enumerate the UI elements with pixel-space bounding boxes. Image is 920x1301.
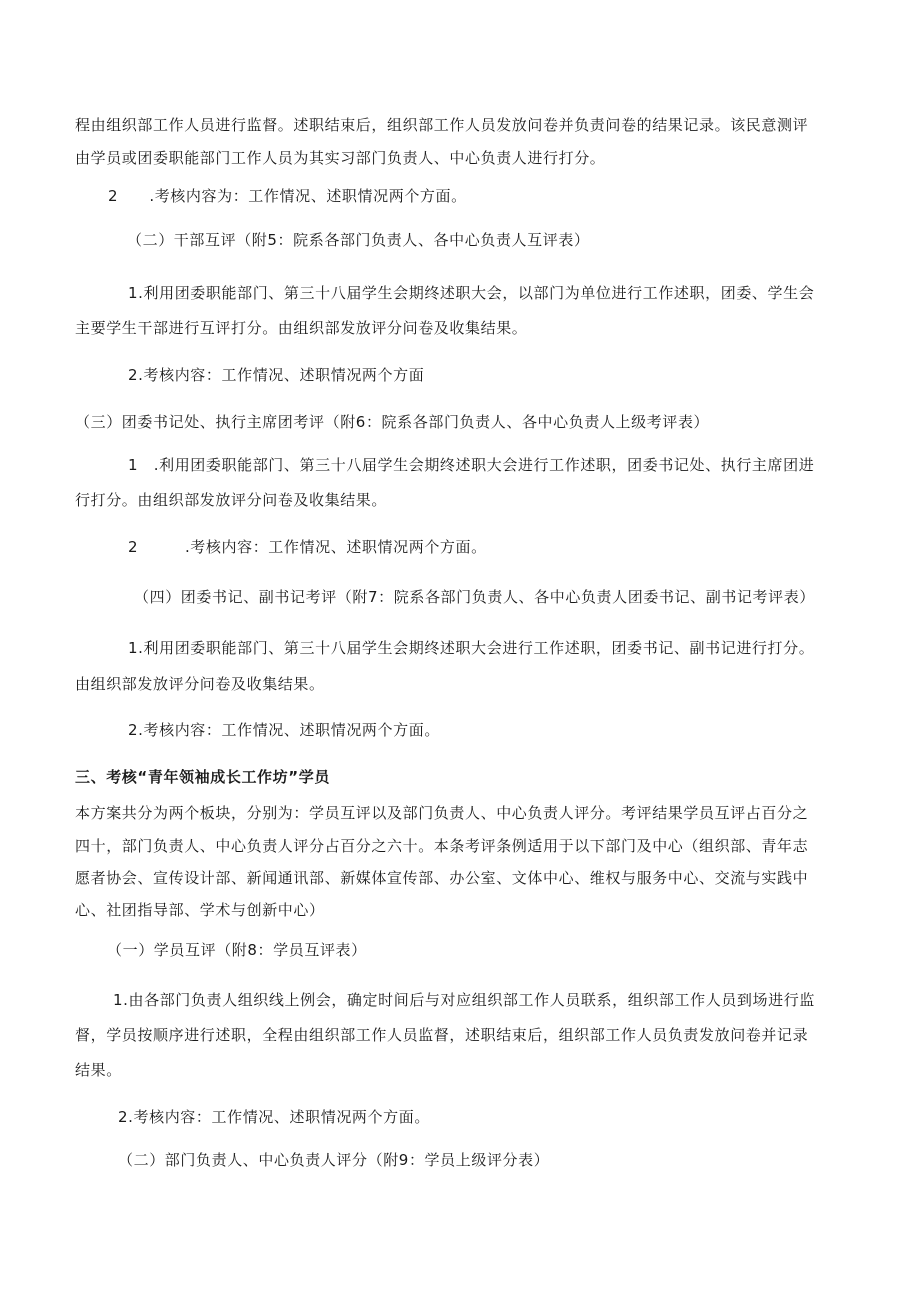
body-text-line: 由学员或团委职能部门工作人员为其实习部门负责人、中心负责人进行打分。 [75,149,606,167]
list-item-text: 1 .利用团委职能部门、第三十八届学生会期终述职大会进行工作述职，团委书记处、执行主席团进 [128,456,815,474]
section-heading: （三）团委书记处、执行主席团考评（附6：院系各部门负责人、各中心负责人上级考评表） [75,413,710,431]
section-heading: （二）部门负责人、中心负责人评分（附9：学员上级评分表） [118,1151,550,1169]
list-item-text: 2 .考核内容为：工作情况、述职情况两个方面。 [108,187,467,205]
body-text-line: 行打分。由组织部发放评分问卷及收集结果。 [75,491,388,509]
list-item-text: 2.考核内容：工作情况、述职情况两个方面。 [118,1108,430,1126]
body-text-line: 本方案共分为两个板块，分别为：学员互评以及部门负责人、中心负责人评分。考评结果学员互评占百分之 [75,804,809,822]
chapter-heading: 三、考核“青年领袖成长工作坊”学员 [75,768,330,786]
list-item-text: 1.利用团委职能部门、第三十八届学生会期终述职大会，以部门为单位进行工作述职，团委、学生会 [128,284,815,302]
section-heading: （二）干部互评（附5：院系各部门负责人、各中心负责人互评表） [127,231,590,249]
body-text-line: 主要学生干部进行互评打分。由组织部发放评分问卷及收集结果。 [75,319,528,337]
body-text-line: 由组织部发放评分问卷及收集结果。 [75,675,325,693]
section-heading: （四）团委书记、副书记考评（附7：院系各部门负责人、各中心负责人团委书记、副书记考评表） [134,588,815,606]
list-item-text: 1.利用团委职能部门、第三十八届学生会期终述职大会进行工作述职，团委书记、副书记进行打分。 [128,639,815,657]
list-item-text: 2.考核内容：工作情况、述职情况两个方面。 [128,721,440,739]
list-item-text: 1.由各部门负责人组织线上例会，确定时间后与对应组织部工作人员联系，组织部工作人员到场进行监 [113,991,815,1009]
body-text-line: 心、社团指导部、学术与创新中心） [75,901,325,919]
body-text-line: 督，学员按顺序进行述职，全程由组织部工作人员监督，述职结束后，组织部工作人员负责发放问卷并记录 [75,1026,809,1044]
list-item-text: 2.考核内容：工作情况、述职情况两个方面 [128,366,425,384]
body-text-line: 愿者协会、宣传设计部、新闻通讯部、新媒体宣传部、办公室、文体中心、维权与服务中心、交流与实践中 [75,869,809,887]
body-text-line: 程由组织部工作人员进行监督。述职结束后，组织部工作人员发放问卷并负责问卷的结果记录。该民意测评 [75,116,809,134]
body-text-line: 结果。 [75,1061,122,1079]
list-item-text: 2 .考核内容：工作情况、述职情况两个方面。 [128,538,487,556]
body-text-line: 四十，部门负责人、中心负责人评分占百分之六十。本条考评条例适用于以下部门及中心（组织部、青年志 [75,837,809,855]
section-heading: （一）学员互评（附8：学员互评表） [107,941,367,959]
